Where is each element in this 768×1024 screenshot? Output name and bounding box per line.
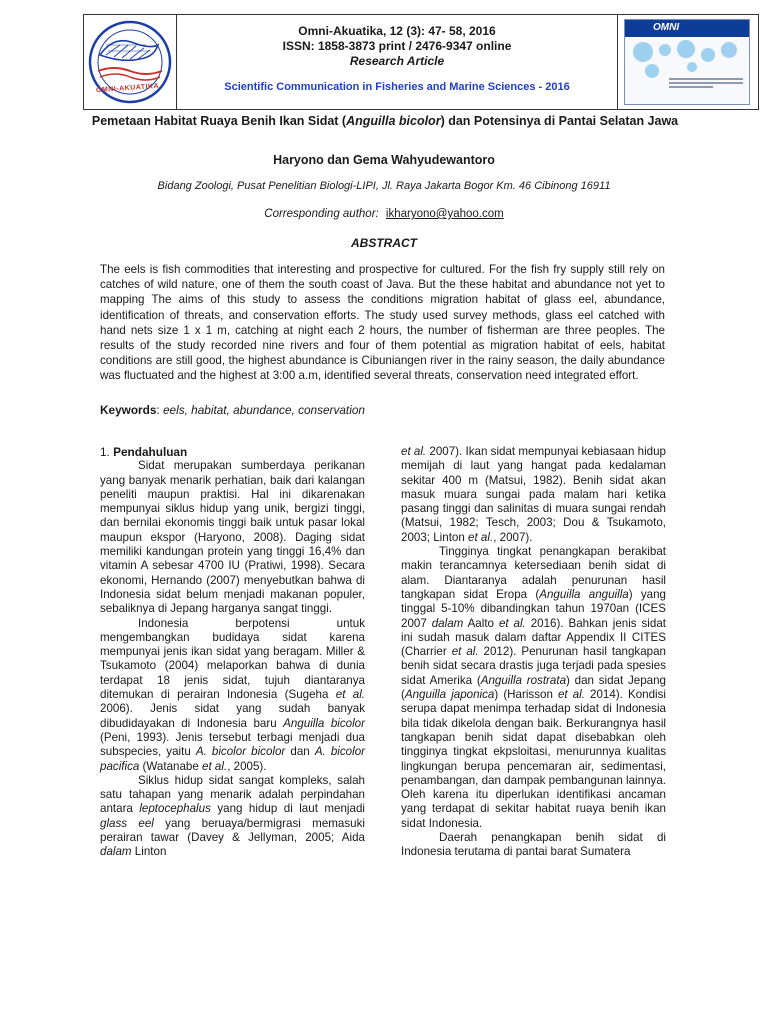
paragraph: Siklus hidup sidat sangat kompleks, salah satu tahapan yang menarik adalah perpindahan antara leptocephalus yang hidup di laut menjadi glass eel yang beruaya/bermigrasi memasuki perairan tawar (Davey & Jellyman, 2005; Aida dalam Linton bbox=[100, 773, 365, 859]
journal-logo bbox=[84, 15, 177, 109]
omni-akuatika-logo-icon bbox=[84, 15, 176, 109]
keywords-label: Keywords bbox=[100, 403, 157, 417]
abstract-heading: ABSTRACT bbox=[351, 236, 417, 250]
journal-cover bbox=[617, 15, 758, 109]
paragraph: Sidat merupakan sumberdaya perikanan yang banyak menarik perhatian, baik dari kalangan peneliti maupun praktisi. Hal ini dikarenakan mempunyai siklus hidup yang unik, bergizi tinggi, dan bernilai ekonomis tinggi baik untuk pasar lokal maupun ekspor (Haryono, 2008). Daging sidat memiliki kandungan protein yang tinggi 16,4% dan vitamin A sebesar 4700 IU (Pratiwi, 1998). Secara ekonomi, Hernando (2007) menyebutkan bahwa di Indonesia sidat belum menjadi makanan populer, sebaliknya di Jepang harganya sangat tinggi. bbox=[100, 459, 365, 616]
journal-tagline: Scientific Communication in Fisheries and Marine Sciences - 2016 bbox=[224, 81, 570, 93]
section-heading: 1. Pendahuluan bbox=[100, 445, 188, 459]
paragraph: Daerah penangkapan benih sidat di Indonesia terutama di pantai barat Sumatera bbox=[401, 831, 666, 859]
issn-line: ISSN: 1858-3873 print / 2476-9347 online bbox=[282, 39, 512, 53]
title-species: Anguilla bicolor bbox=[346, 114, 441, 128]
abstract-text: The eels is fish commodities that interesting and prospective for cultured. For the fish fry supply still rely on catches of wild nature, one of them the south coast of Java. But the these habitat and abundance not yet to mapping The aims of this study to assess the conditions migration habitat of glass eel, abundance, identification of threats, and conservation efforts. The study used survey methods, glass eel catched with hand nets size 1 x 1 m, catching at night each 2 hours, the number of fisherman are three peoples. The results of the study recorded nine rivers and four of them potential as migration habitat of eels, habitat conditions are still good, the highest abundance is Cibuniangen river in the rainy season, the daily abundance was fluctuated and the highest at 3:00 a.m, identified several threats, conservation need integrated effort. bbox=[100, 263, 665, 383]
affiliation: Bidang Zoologi, Pusat Penelitian Biologi-LIPI, Jl. Raya Jakarta Bogor Km. 46 Cibinong 16911 bbox=[157, 180, 611, 192]
authors: Haryono dan Gema Wahyudewantoro bbox=[273, 153, 495, 167]
cover-thumbnail bbox=[624, 19, 750, 105]
keywords: Keywords: eels, habitat, abundance, conservation bbox=[100, 403, 365, 417]
keywords-list: eels, habitat, abundance, conservation bbox=[162, 403, 365, 417]
journal-header bbox=[83, 14, 759, 110]
body-column-right bbox=[401, 445, 666, 860]
body-column-left bbox=[100, 445, 365, 860]
cover-brand: OMNI bbox=[653, 22, 680, 33]
corresponding-author bbox=[0, 208, 768, 220]
article-type: Research Article bbox=[349, 54, 445, 68]
journal-citation: Omni-Akuatika, 12 (3): 47- 58, 2016 bbox=[298, 24, 496, 38]
author-email-link[interactable]: ikharyono@yahoo.com bbox=[385, 208, 504, 220]
corresponding-label: Corresponding author: bbox=[264, 208, 379, 220]
paragraph: et al. 2007). Ikan sidat mempunyai kebiasaan hidup memijah di laut yang hangat pada kedalaman sekitar 400 m (Matsui, 1982). Benih sidat akan masuk muara sungai pada malam hari ketika pasang tinggi dan salinitas di muara sungai rendah (Matsui, 1982; Tesch, 2003; Dou & Tsukamoto, 2003; Linton et al., 2007). bbox=[401, 445, 666, 544]
paper-title: Pemetaan Habitat Ruaya Benih Ikan Sidat (Anguilla bicolor) dan Potensinya di Pantai Selatan Jawa bbox=[91, 114, 679, 128]
paragraph: Tingginya tingkat penangkapan berakibat makin terancamnya ketersediaan benih sidat di alam. Diantaranya adalah penurunan hasil tangkapan sidat Eropa (Anguilla anguilla) yang tinggal 5-10% dibandingkan tahun 1970an (ICES 2007 dalam Aalto et al. 2016). Bahkan jenis sidat ini sudah masuk dalam daftar Appendix II CITES (Charrier et al. 2012). Penurunan hasil tangkapan benih sidat secara drastis juga terjadi pada spesies sidat Amerika (Anguilla rostrata) dan sidat Jepang (Anguilla japonica) (Harisson et al. 2014). Kondisi serupa dapat menimpa terhadap sidat di Indonesia bila tidak dikelola dengan baik. Berkurangnya hasil tangkapan benih sidat dapat disebabkan oleh tingginya tingkat ekpsloitasi, menurunnya kualitas lingkungan berupa pencemaran air, sedimentasi, penambangan, dan dampak pembangunan lainnya. Oleh karena itu diperlukan identifikasi ancaman yang terdapat di sekitar habitat ruaya benih ikan sidat Indonesia. bbox=[401, 545, 666, 830]
paragraph: Indonesia berpotensi untuk mengembangkan budidaya sidat karena mempunyai jenis ikan sidat yang beragam. Miller & Tsukamoto (2004) melaporkan bahwa di dunia terdapat 18 jenis sidat, tujuh diantaranya ditemukan di perairan Indonesia (Sugeha et al. 2006). Jenis sidat yang sudah banyak dibudidayakan di Indonesia baru Anguilla bicolor (Peni, 1993). Jenis tersebut terbagi menjadi dua subspecies, yaitu A. bicolor bicolor dan A. bicolor pacifica (Watanabe et al., 2005). bbox=[100, 616, 365, 773]
logo-text: OMNI-AKUATIKA bbox=[95, 82, 160, 95]
